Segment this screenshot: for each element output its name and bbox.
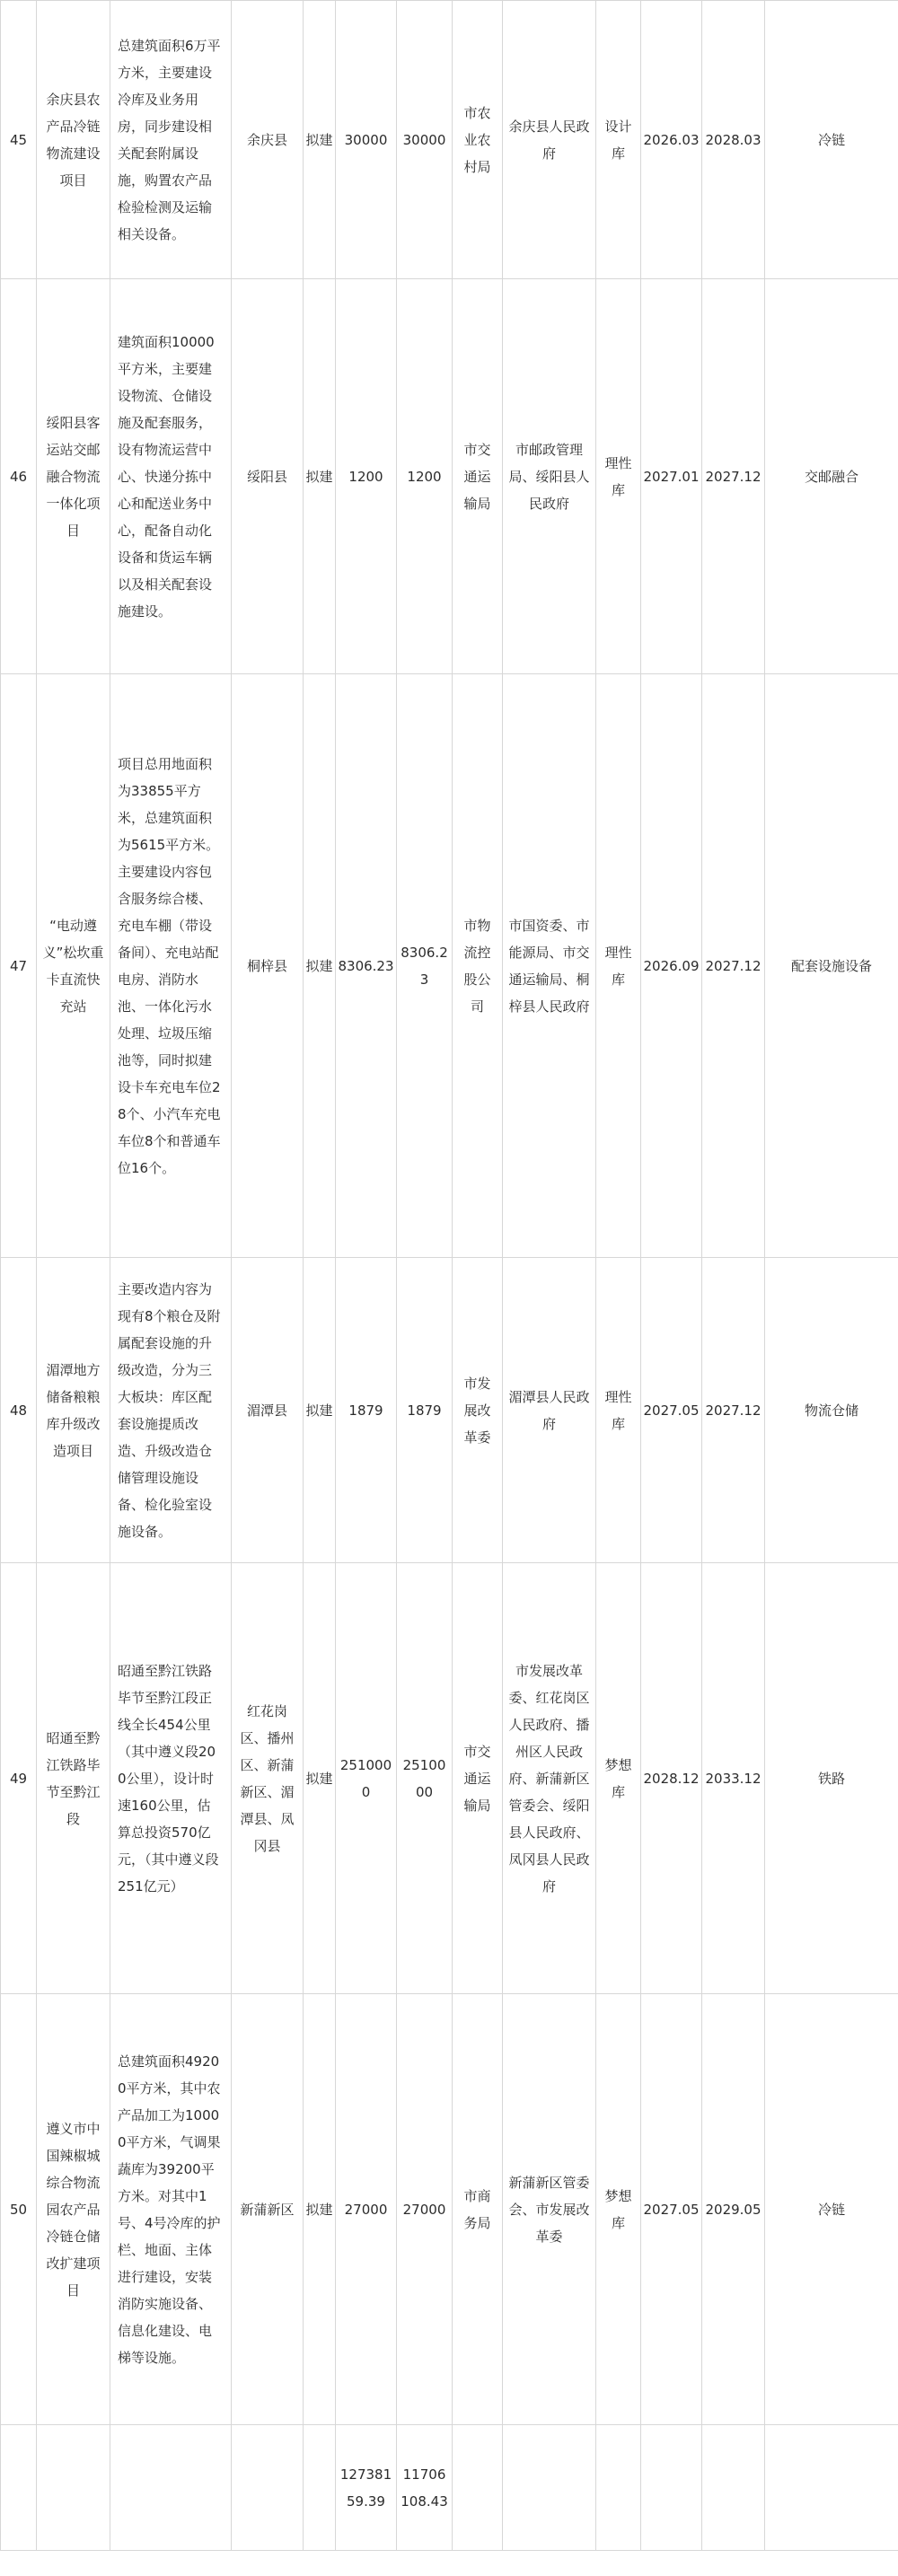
lead-department: 市发展改革委 bbox=[453, 1258, 503, 1563]
project-location: 红花岗区、播州区、新蒲新区、湄潭县、凤冈县 bbox=[232, 1563, 304, 1994]
table-row bbox=[1, 1, 898, 279]
project-type: 冷链 bbox=[765, 1, 898, 279]
empty-cell bbox=[110, 2425, 232, 2551]
table-row bbox=[1, 1258, 898, 1563]
row-number: 50 bbox=[1, 1994, 37, 2425]
total-investment: 1879 bbox=[336, 1258, 397, 1563]
project-name: 湄潭地方储备粮粮库升级改造项目 bbox=[37, 1258, 110, 1563]
empty-cell bbox=[641, 2425, 702, 2551]
end-date: 2027.12 bbox=[702, 1258, 765, 1563]
table-row bbox=[1, 1563, 898, 1994]
project-category: 理性库 bbox=[596, 279, 641, 674]
table-row bbox=[1, 279, 898, 674]
planned-investment: 8306.23 bbox=[397, 674, 453, 1258]
project-name: 绥阳县客运站交邮融合物流一体化项目 bbox=[37, 279, 110, 674]
start-date: 2027.01 bbox=[641, 279, 702, 674]
row-number: 48 bbox=[1, 1258, 37, 1563]
project-location: 新蒲新区 bbox=[232, 1994, 304, 2425]
end-date: 2028.03 bbox=[702, 1, 765, 279]
project-location: 绥阳县 bbox=[232, 279, 304, 674]
empty-cell bbox=[1, 2425, 37, 2551]
project-name: 昭通至黔江铁路毕节至黔江段 bbox=[37, 1563, 110, 1994]
end-date: 2027.12 bbox=[702, 279, 765, 674]
planned-investment: 2510000 bbox=[397, 1563, 453, 1994]
start-date: 2026.09 bbox=[641, 674, 702, 1258]
total-investment-sum: 12738159.39 bbox=[336, 2425, 397, 2551]
responsible-unit: 余庆县人民政府 bbox=[503, 1, 596, 279]
project-location: 桐梓县 bbox=[232, 674, 304, 1258]
responsible-unit: 市国资委、市能源局、市交通运输局、桐梓县人民政府 bbox=[503, 674, 596, 1258]
responsible-unit: 市邮政管理局、绥阳县人民政府 bbox=[503, 279, 596, 674]
project-content: 项目总用地面积为33855平方米，总建筑面积为5615平方米。主要建设内容包含服务综合楼、充电车棚（带设备间）、充电站配电房、消防水池、一体化污水处理、垃圾压缩池等，同时拟建设卡车充电车位28个、小汽车充电车位8个和普通车位16个。 bbox=[110, 674, 232, 1258]
start-date: 2028.12 bbox=[641, 1563, 702, 1994]
lead-department: 市农业农村局 bbox=[453, 1, 503, 279]
start-date: 2027.05 bbox=[641, 1258, 702, 1563]
construction-nature: 拟建 bbox=[304, 1, 336, 279]
project-content: 昭通至黔江铁路毕节至黔江段正线全长454公里（其中遵义段200公里），设计时速160公里，估算总投资570亿元，（其中遵义段251亿元） bbox=[110, 1563, 232, 1994]
project-location: 湄潭县 bbox=[232, 1258, 304, 1563]
lead-department: 市交通运输局 bbox=[453, 279, 503, 674]
project-table-body bbox=[1, 1, 898, 2551]
project-content: 总建筑面积49200平方米，其中农产品加工为10000平方米，气调果蔬库为39200平方米。对其中1号、4号冷库的护栏、地面、主体进行建设，安装消防实施设备、信息化建设、电梯等设施。 bbox=[110, 1994, 232, 2425]
project-type: 冷链 bbox=[765, 1994, 898, 2425]
total-investment: 2510000 bbox=[336, 1563, 397, 1994]
empty-cell bbox=[232, 2425, 304, 2551]
end-date: 2027.12 bbox=[702, 674, 765, 1258]
empty-cell bbox=[304, 2425, 336, 2551]
start-date: 2027.05 bbox=[641, 1994, 702, 2425]
table-row bbox=[1, 1994, 898, 2425]
project-category: 梦想库 bbox=[596, 1994, 641, 2425]
empty-cell bbox=[765, 2425, 898, 2551]
empty-cell bbox=[596, 2425, 641, 2551]
construction-nature: 拟建 bbox=[304, 1994, 336, 2425]
construction-nature: 拟建 bbox=[304, 674, 336, 1258]
total-investment: 30000 bbox=[336, 1, 397, 279]
project-category: 梦想库 bbox=[596, 1563, 641, 1994]
total-investment: 8306.23 bbox=[336, 674, 397, 1258]
table-row bbox=[1, 674, 898, 1258]
total-investment: 1200 bbox=[336, 279, 397, 674]
project-name: 遵义市中国辣椒城综合物流园农产品冷链仓储改扩建项目 bbox=[37, 1994, 110, 2425]
row-number: 47 bbox=[1, 674, 37, 1258]
construction-nature: 拟建 bbox=[304, 279, 336, 674]
responsible-unit: 湄潭县人民政府 bbox=[503, 1258, 596, 1563]
project-location: 余庆县 bbox=[232, 1, 304, 279]
lead-department: 市物流控股公司 bbox=[453, 674, 503, 1258]
construction-nature: 拟建 bbox=[304, 1563, 336, 1994]
project-content: 主要改造内容为现有8个粮仓及附属配套设施的升级改造，分为三大板块：库区配套设施提质改造、升级改造仓储管理设施设备、检化验室设施设备。 bbox=[110, 1258, 232, 1563]
planned-investment: 30000 bbox=[397, 1, 453, 279]
total-row bbox=[1, 2425, 898, 2551]
planned-investment-sum: 11706108.43 bbox=[397, 2425, 453, 2551]
row-number: 46 bbox=[1, 279, 37, 674]
responsible-unit: 市发展改革委、红花岗区人民政府、播州区人民政府、新蒲新区管委会、绥阳县人民政府、凤冈县人民政府 bbox=[503, 1563, 596, 1994]
project-content: 建筑面积10000平方米，主要建设物流、仓储设施及配套服务，设有物流运营中心、快递分拣中心和配送业务中心，配备自动化设备和货运车辆以及相关配套设施建设。 bbox=[110, 279, 232, 674]
empty-cell bbox=[37, 2425, 110, 2551]
project-category: 理性库 bbox=[596, 674, 641, 1258]
start-date: 2026.03 bbox=[641, 1, 702, 279]
empty-cell bbox=[702, 2425, 765, 2551]
project-name: “电动遵义”松坎重卡直流快充站 bbox=[37, 674, 110, 1258]
total-investment: 27000 bbox=[336, 1994, 397, 2425]
planned-investment: 27000 bbox=[397, 1994, 453, 2425]
project-type: 交邮融合 bbox=[765, 279, 898, 674]
project-type: 物流仓储 bbox=[765, 1258, 898, 1563]
planned-investment: 1200 bbox=[397, 279, 453, 674]
row-number: 45 bbox=[1, 1, 37, 279]
lead-department: 市交通运输局 bbox=[453, 1563, 503, 1994]
lead-department: 市商务局 bbox=[453, 1994, 503, 2425]
responsible-unit: 新蒲新区管委会、市发展改革委 bbox=[503, 1994, 596, 2425]
project-name: 余庆县农产品冷链物流建设项目 bbox=[37, 1, 110, 279]
row-number: 49 bbox=[1, 1563, 37, 1994]
project-type: 配套设施设备 bbox=[765, 674, 898, 1258]
end-date: 2029.05 bbox=[702, 1994, 765, 2425]
empty-cell bbox=[453, 2425, 503, 2551]
project-category: 设计库 bbox=[596, 1, 641, 279]
planned-investment: 1879 bbox=[397, 1258, 453, 1563]
empty-cell bbox=[503, 2425, 596, 2551]
project-content: 总建筑面积6万平方米，主要建设冷库及业务用房，同步建设相关配套附属设施，购置农产品检验检测及运输相关设备。 bbox=[110, 1, 232, 279]
end-date: 2033.12 bbox=[702, 1563, 765, 1994]
project-type: 铁路 bbox=[765, 1563, 898, 1994]
project-category: 理性库 bbox=[596, 1258, 641, 1563]
construction-nature: 拟建 bbox=[304, 1258, 336, 1563]
